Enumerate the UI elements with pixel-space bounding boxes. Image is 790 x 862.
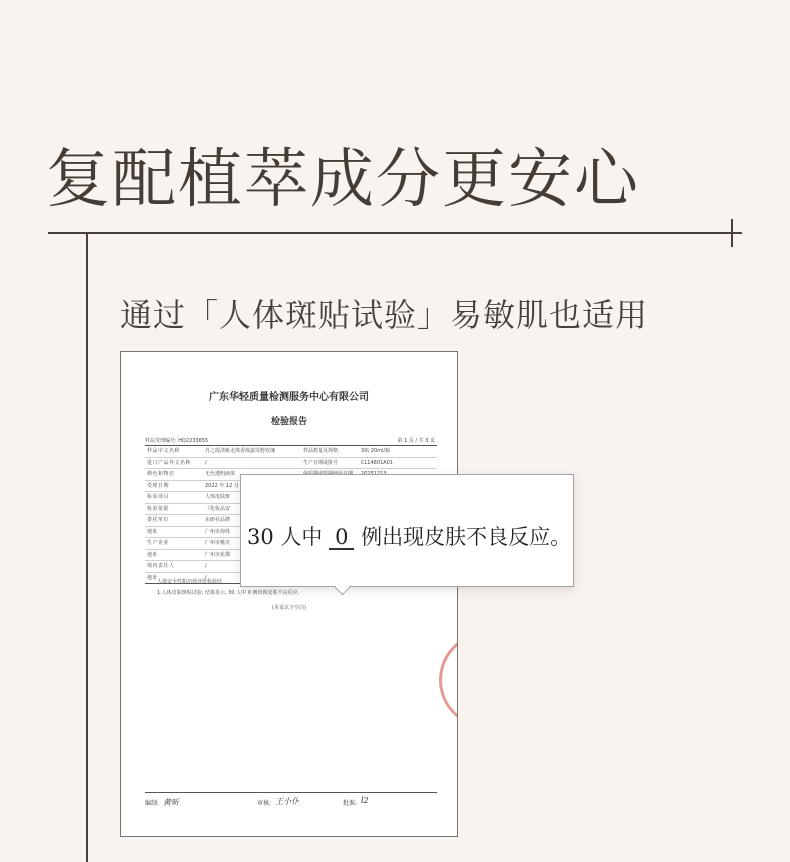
- report-cell-v: 无色透明液体: [205, 471, 236, 477]
- report-note-heading: 人体安全性和功效评价检验结: [157, 579, 223, 585]
- report-cell-k2: 生产日期或批号: [303, 459, 339, 466]
- report-end-mark: (本页以下空白): [272, 605, 306, 611]
- report-cell-k: 地址: [147, 574, 159, 581]
- callout-text: [247, 521, 571, 551]
- report-cell-v: 广州市海珠: [205, 528, 231, 535]
- vertical-divider: [86, 233, 88, 862]
- divider-cross-mark: [731, 219, 733, 247]
- report-cell-k: 地址: [147, 528, 159, 535]
- report-cell-v2: CL14801A01: [361, 459, 393, 466]
- report-page-no: 第 1 页 / 共 3 页: [397, 438, 435, 444]
- report-cell-k: 颜色和物态: [147, 471, 175, 477]
- editor-label: 编制:: [145, 800, 160, 807]
- headline: 复配植萃成分更安心: [46, 143, 640, 217]
- reviewer-signature: 王小仆: [275, 797, 299, 806]
- callout-count: 0: [329, 527, 354, 550]
- horizontal-divider: [48, 232, 742, 234]
- report-cell-k: 境内责任人: [147, 563, 175, 569]
- subtitle: 通过「人体斑贴试验」易敏肌也适用: [120, 296, 649, 334]
- signature-divider: [145, 792, 437, 793]
- report-cell-k: 进口产品外文名称: [147, 459, 192, 466]
- report-table-row: [145, 458, 437, 470]
- report-cell-v: 广州市雅沉: [205, 540, 231, 546]
- report-cell-v: /: [205, 574, 207, 581]
- report-cell-v: 人体皮肤斑: [205, 494, 231, 500]
- report-cell-k: 检验依据: [147, 505, 170, 512]
- report-cell-v: 广州市花都: [205, 551, 231, 558]
- test-report-document: [120, 351, 458, 837]
- report-cell-v: 2022 年 12 月: [205, 482, 239, 489]
- approver-label: 批准:: [343, 800, 358, 807]
- report-cell-v: /: [205, 563, 207, 569]
- callout-suffix: 例出现皮肤不良反应。: [361, 525, 572, 549]
- report-cell-k: 受理日期: [147, 482, 170, 489]
- report-cell-v: 丹之霞清新走珠香体露荧野玫瑰: [205, 448, 276, 454]
- callout-prefix: 30 人中: [247, 525, 323, 549]
- report-table-row: [145, 446, 437, 458]
- reviewer-label: 审核:: [257, 800, 272, 807]
- approver-signature: l2: [361, 796, 369, 805]
- report-cell-k: 委托单位: [147, 517, 170, 523]
- report-cell-v: 东研社品牌: [205, 517, 231, 523]
- report-cell-v: 《化妆品安: [205, 505, 231, 512]
- report-cell-v2: 3瓶 20ml/瓶: [361, 448, 391, 454]
- report-note-result: 1.人体皮肤斑贴试验: 结果显示, 30 人中 0 例出现皮肤不良反应。: [157, 590, 303, 596]
- official-seal: [439, 632, 458, 728]
- report-cell-k: 检验项目: [147, 494, 170, 500]
- report-organization: 广东华轻质量检测服务中心有限公司: [209, 392, 369, 403]
- result-callout: [240, 474, 574, 587]
- report-cell-k: 生产企业: [147, 540, 170, 546]
- report-cell-k: 样品中文名称: [147, 448, 181, 454]
- report-cell-v: /: [205, 459, 207, 466]
- editor-signature: 黄昕: [163, 798, 179, 807]
- report-cell-k2: 样品数量及规格: [303, 448, 339, 454]
- report-cell-k: 地址: [147, 551, 159, 558]
- report-sample-no: 样品受理编号: HQ2233655: [145, 438, 209, 444]
- report-title: 检验报告: [270, 417, 307, 427]
